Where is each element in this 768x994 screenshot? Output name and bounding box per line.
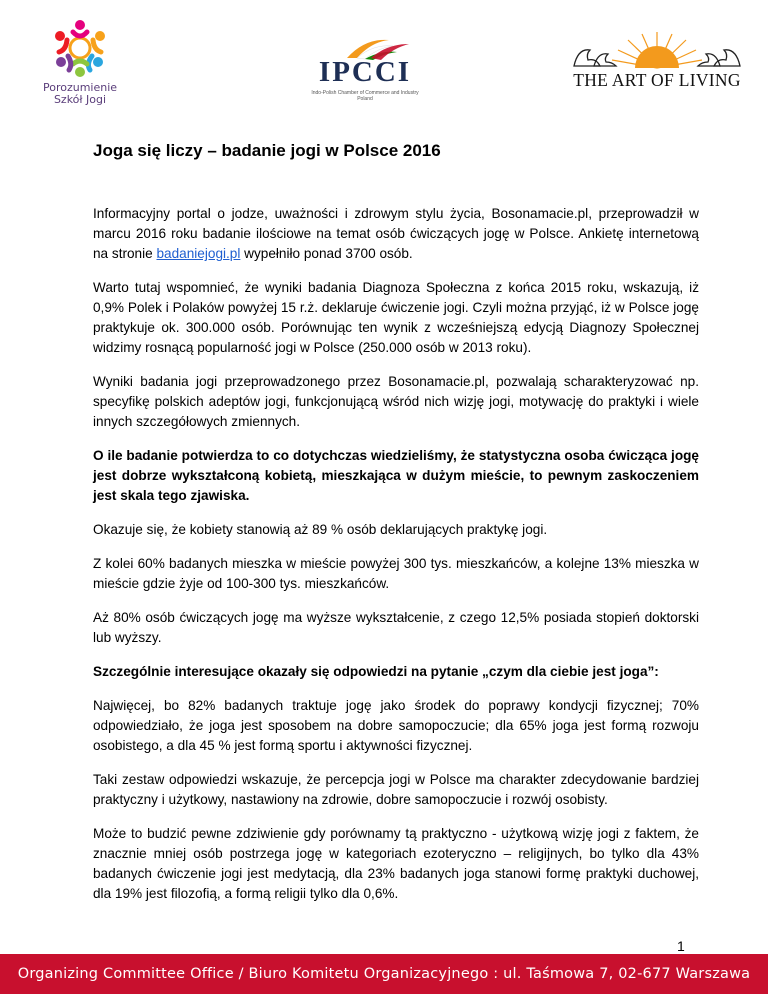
paragraph-results: Wyniki badania jogi przeprowadzonego przez Bosonamacie.pl, pozwalają scharakteryzować np. specyfikę polskich adeptów jogi, funkcjonującą wśród nich wizję jogi, motywację do praktyki i wiele innych szczegółowych zmiennych. xyxy=(93,374,699,429)
page-header xyxy=(0,0,768,110)
ipcci-subtitle-line-2: Poland xyxy=(357,96,373,102)
intro-text-end: wypełniło ponad 3700 osób. xyxy=(240,246,413,261)
pzj-logo-line-1: Porozumienie xyxy=(42,81,118,94)
ipcci-subtitle xyxy=(285,90,445,102)
porozumienie-szkol-jogi-logo xyxy=(40,18,120,104)
ipcci-subtitle-line-1: Indo-Polish Chamber of Commerce and Industry xyxy=(311,90,419,96)
ipcci-logo xyxy=(285,38,445,108)
paragraph-diagnoza: Warto tutaj wspomnieć, że wyniki badania Diagnoza Społeczna z końca 2015 roku, wskazują, iż 0,9% Polek i Polaków powyżej 15 r.ż. deklaruje ćwiczenie jogi. Czyli można przyjąć, iż w Polsce jogę praktykuje ok. 300.000 osób. Porównując ten wynik z wcześniejszą edycją Diagnozy Społecznej widzimy rosnącą popularność jogi w Polsce (250.000 osób w 2013 roku). xyxy=(93,280,699,355)
document-body xyxy=(93,140,699,918)
pzj-logo-text xyxy=(40,82,120,106)
paragraph-esoteric: Może to budzić pewne zdziwienie gdy porównamy tą praktyczno - użytkową wizję jogi z faktem, że znacznie mniej osób postrzega jogę w kategoriach ezoteryczno – religijnych, bo tylko dla 43% badanych ćwiczenie jogi jest medytacją, dla 23% badanych joga stanowi formę praktyki duchowej, dla 19% jest filozofią, a formą religii tylko dla 0,6%. xyxy=(93,826,699,901)
paragraph-cities: Z kolei 60% badanych mieszka w mieście powyżej 300 tys. mieszkańców, a kolejne 13% mieszka w mieście gdzie żyje od 100-300 tys. mieszkańców. xyxy=(93,556,699,591)
people-circle-icon xyxy=(40,18,120,82)
paragraph-highlight: O ile badanie potwierdza to co dotychczas wiedzieliśmy, że statystyczna osoba ćwicząca jogę jest dobrze wykształconą kobietą, mieszkająca w dużym mieście, to pewnym zaskoczeniem jest skala tego zjawiska. xyxy=(93,448,699,503)
document-title: Joga się liczy – badanie jogi w Polsce 2016 xyxy=(93,141,441,160)
footer-bar xyxy=(0,954,768,994)
rising-sun-swans-icon xyxy=(564,30,750,70)
page-number: 1 xyxy=(677,938,685,954)
paragraph-education: Aż 80% osób ćwiczących jogę ma wyższe wykształcenie, z czego 12,5% posiada stopień doktorski lub wyższy. xyxy=(93,610,699,645)
paragraph-question: Szczególnie interesujące okazały się odpowiedzi na pytanie „czym dla ciebie jest joga”: xyxy=(93,664,659,679)
art-of-living-logo xyxy=(564,30,750,100)
paragraph-women: Okazuje się, że kobiety stanowią aż 89 % osób deklarujących praktykę jogi. xyxy=(93,522,548,537)
art-of-living-name: THE ART OF LIVING xyxy=(573,70,741,90)
pzj-logo-line-2: Szkół Jogi xyxy=(53,93,107,106)
ipcci-name: IPCCI xyxy=(318,56,412,88)
paragraph-perception: Taki zestaw odpowiedzi wskazuje, że percepcja jogi w Polsce ma charakter zdecydowanie bardziej praktyczny i użytkowy, nastawiony na zdrowie, dobre samopoczucie i rozwój osobisty. xyxy=(93,772,699,807)
badaniejogi-link[interactable]: badaniejogi.pl xyxy=(156,246,241,261)
paragraph-answers: Najwięcej, bo 82% badanych traktuje jogę jako środek do poprawy kondycji fizycznej; 70% odpowiedziało, że joga jest sposobem na dobre samopoczucie; dla 65% joga jest formą rozwoju osobistego, a dla 45 % jest formą sportu i aktywności fizycznej. xyxy=(93,698,699,753)
intro-text-start: Informacyjny portal o jodze, uważności i zdrowym stylu życia, Bosonamacie.pl, przeprowadził w marcu 2016 roku badanie ilościowe na temat osób ćwiczących jogę w Polsce. Ankietę internetową na stronie xyxy=(93,206,699,261)
footer-address: Organizing Committee Office / Biuro Komitetu Organizacyjnego : ul. Taśmowa 7, 02-677 Warszawa xyxy=(17,966,751,982)
paragraph-intro xyxy=(93,204,699,264)
